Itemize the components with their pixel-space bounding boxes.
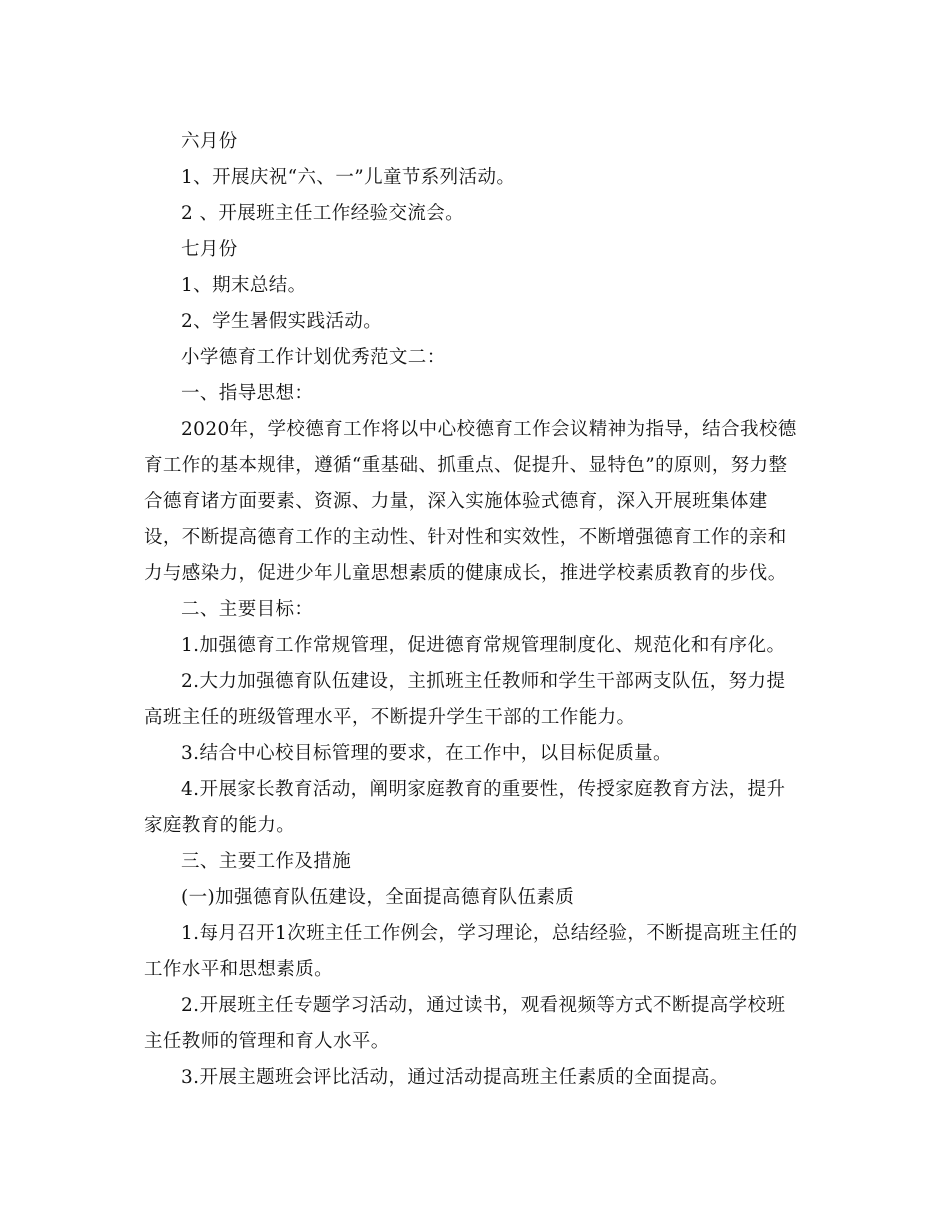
section-main-work: 三、主要工作及措施 — [181, 851, 352, 872]
goal-4: 4.开展家长教育活动，阐明家庭教育的重要性，传授家庭教育方法，提升家庭教育的能力。 — [144, 779, 786, 836]
goal-2: 2.大力加强德育队伍建设，主抓班主任教师和学生干部两支队伍，努力提高班主任的班级管理水平，不断提升学生干部的工作能力。 — [144, 671, 786, 728]
document-body — [144, 124, 804, 1096]
july-item-1: 1、期末总结。 — [181, 275, 307, 296]
guiding-ideology-text: 2020年，学校德育工作将以中心校德育工作会议精神为指导，结合我校德育工作的基本规律，遵循“重基础、抓重点、促提升、显特色”的原则，努力整合德育诸方面要素、资源、力量，深入实施体验式德育，深入开展班集体建设，不断提高德育工作的主动性、针对性和实效性，不断增强德育工作的亲和力与感染力，促进少年儿童思想素质的健康成长，推进学校素质教育的步伐。 — [144, 419, 797, 584]
goal-3: 3.结合中心校目标管理的要求，在工作中，以目标促质量。 — [181, 743, 672, 764]
section-main-goals: 二、主要目标： — [181, 599, 314, 620]
sample-two-title: 小学德育工作计划优秀范文二： — [181, 347, 446, 368]
july-item-2: 2、学生暑假实践活动。 — [181, 311, 383, 332]
measure-1: 1.每月召开1次班主任工作例会，学习理论，总结经验，不断提高班主任的工作水平和思想素质。 — [144, 923, 798, 980]
measure-2: 2.开展班主任专题学习活动，通过读书，观看视频等方式不断提高学校班主任教师的管理和育人水平。 — [144, 995, 786, 1052]
june-item-1: 1、开展庆祝“六、一”儿童节系列活动。 — [181, 167, 516, 188]
measure-3: 3.开展主题班会评比活动，通过活动提高班主任素质的全面提高。 — [181, 1067, 729, 1088]
heading-july: 七月份 — [181, 239, 238, 260]
june-item-2: 2 、开展班主任工作经验交流会。 — [181, 203, 465, 224]
section-guiding-ideology: 一、指导思想： — [181, 383, 314, 404]
subsection-team-building: (一)加强德育队伍建设，全面提高德育队伍素质 — [181, 887, 575, 908]
goal-1: 1.加强德育工作常规管理，促进德育常规管理制度化、规范化和有序化。 — [181, 635, 786, 656]
heading-june: 六月份 — [181, 131, 238, 152]
